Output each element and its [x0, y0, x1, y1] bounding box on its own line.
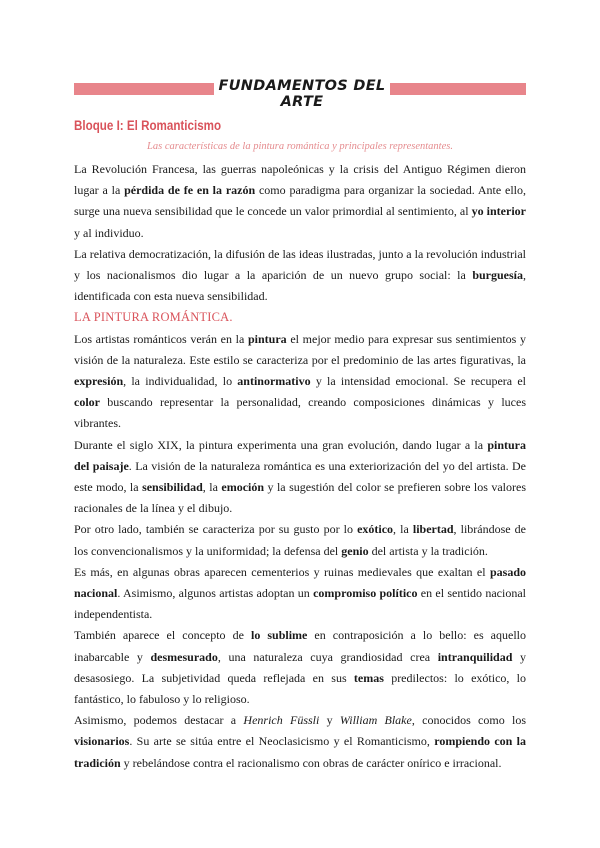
bold-term: genio	[341, 543, 369, 558]
bold-term: lo sublime	[250, 628, 308, 643]
text-run: La Revolución Francesa, las guerras napoleónicas y la crisis del Antiguo Régimen dieron lugar a la	[74, 162, 526, 198]
paragraph	[74, 329, 526, 435]
bold-term: antinormativo	[237, 374, 311, 389]
text-run: , la	[202, 480, 222, 495]
bold-term: compromiso político	[313, 586, 418, 601]
text-run: También aparece el concepto de	[74, 628, 251, 643]
text-run: predilectos: lo exótico, lo fantástico, lo fabuloso y lo religioso.	[74, 670, 527, 707]
document-body	[74, 159, 526, 774]
paragraph	[74, 625, 526, 710]
text-run: del artista y la tradición.	[368, 543, 488, 558]
text-run: y rebelándose contra el racionalismo con obras de carácter onírico e irracional.	[120, 755, 502, 770]
text-run: en contraposición a lo bello: es aquello inabarcable y	[74, 628, 526, 664]
text-run: como paradigma para organizar la sociedad. Ante ello, surge una nueva sensibilidad que le concede un valor primordial al sentimiento, al	[74, 183, 526, 219]
text-run: Es más, en algunas obras aparecen cementerios y ruinas medievales que exaltan el	[74, 564, 490, 579]
document-title: FUNDAMENTOS DEL ARTE	[218, 78, 386, 110]
paragraph	[74, 519, 526, 561]
text-run: y la intensidad emocional. Se recupera el	[310, 374, 526, 389]
bold-term: visionarios	[74, 734, 130, 749]
text-run: buscando representar la personalidad, creando composiciones dinámicas y luces vibrantes.	[74, 395, 526, 431]
text-run: Durante el siglo XIX, la pintura experimenta una gran evolución, dando lugar a la	[74, 437, 488, 452]
bold-term: sensibilidad	[142, 480, 203, 495]
italic-name: Henrich Füssli	[243, 713, 320, 728]
bold-term: intranquilidad	[437, 649, 513, 664]
text-run: , identificada con esta nueva sensibilidad.	[74, 268, 526, 304]
text-run: y desasosiego. La subjetividad queda reflejada en sus	[74, 649, 527, 685]
text-run: , conocidos como los	[411, 713, 526, 728]
text-run: La relativa democratización, la difusión de las ideas ilustradas, junto a la revolución industrial y los nacionalismos dio lugar a la aparición de un nuevo grupo social: la	[74, 246, 526, 283]
paragraph	[74, 710, 526, 774]
text-run: en el sentido nacional independentista.	[74, 586, 526, 622]
section-heading: LA PINTURA ROMÁNTICA.	[74, 310, 233, 325]
bold-term: libertad	[412, 522, 454, 537]
text-run: , la	[393, 522, 413, 537]
bold-term: desmesurado	[150, 649, 218, 664]
paragraph	[74, 159, 526, 244]
text-run: , la individualidad, lo	[123, 374, 238, 389]
italic-name: William Blake	[339, 713, 412, 728]
text-run: , librándose de los convencionalismos y la uniformidad; la defensa del	[74, 522, 526, 558]
text-run: el mejor medio para expresar sus sentimientos y visión de la naturaleza. Este estilo se caracteriza por el predominio de las artes figurativas, la	[74, 331, 526, 367]
text-run: . La visión de la naturaleza romántica es una exteriorización del yo del artista. De este modo, la	[74, 458, 526, 495]
paragraph	[74, 562, 526, 626]
bold-term: temas	[353, 670, 384, 685]
bold-term: burguesía	[472, 268, 523, 283]
bold-term: pérdida de fe en la razón	[124, 183, 256, 198]
text-run: . Su arte se sitúa entre el Neoclasicismo y el Romanticismo,	[129, 734, 435, 749]
bold-term: exótico	[357, 522, 394, 537]
bold-term: color	[74, 395, 100, 410]
bold-term: pintura del paisaje	[74, 437, 526, 473]
block-subtitle: Las características de la pintura romántica y principales representantes.	[147, 141, 453, 152]
text-run: Por otro lado, también se caracteriza por su gusto por lo	[74, 522, 358, 537]
bold-term: emoción	[221, 480, 265, 495]
text-run: y	[319, 713, 340, 728]
text-run: y la sugestión del color se prefieren sobre los valores racionales de la línea y el dibujo.	[74, 480, 526, 516]
text-run: , una naturaleza cuya grandiosidad crea	[217, 649, 438, 664]
bold-term: pasado nacional	[74, 564, 526, 601]
bold-term: rompiendo con la tradición	[74, 734, 526, 770]
block-title: Bloque I: El Romanticismo	[74, 118, 222, 133]
bold-term: pintura	[247, 331, 287, 346]
text-run: . Asimismo, algunos artistas adoptan un	[117, 586, 314, 601]
bold-term: expresión	[74, 374, 124, 389]
text-run: Los artistas románticos verán en la	[74, 331, 248, 346]
paragraph	[74, 435, 526, 520]
bold-term: yo interior	[471, 204, 526, 219]
header-decor-bar-left	[74, 83, 214, 95]
text-run: y al individuo.	[74, 225, 144, 240]
paragraph	[74, 244, 526, 308]
text-run: Asimismo, podemos destacar a	[74, 713, 244, 728]
header-decor-bar-right	[390, 83, 526, 95]
